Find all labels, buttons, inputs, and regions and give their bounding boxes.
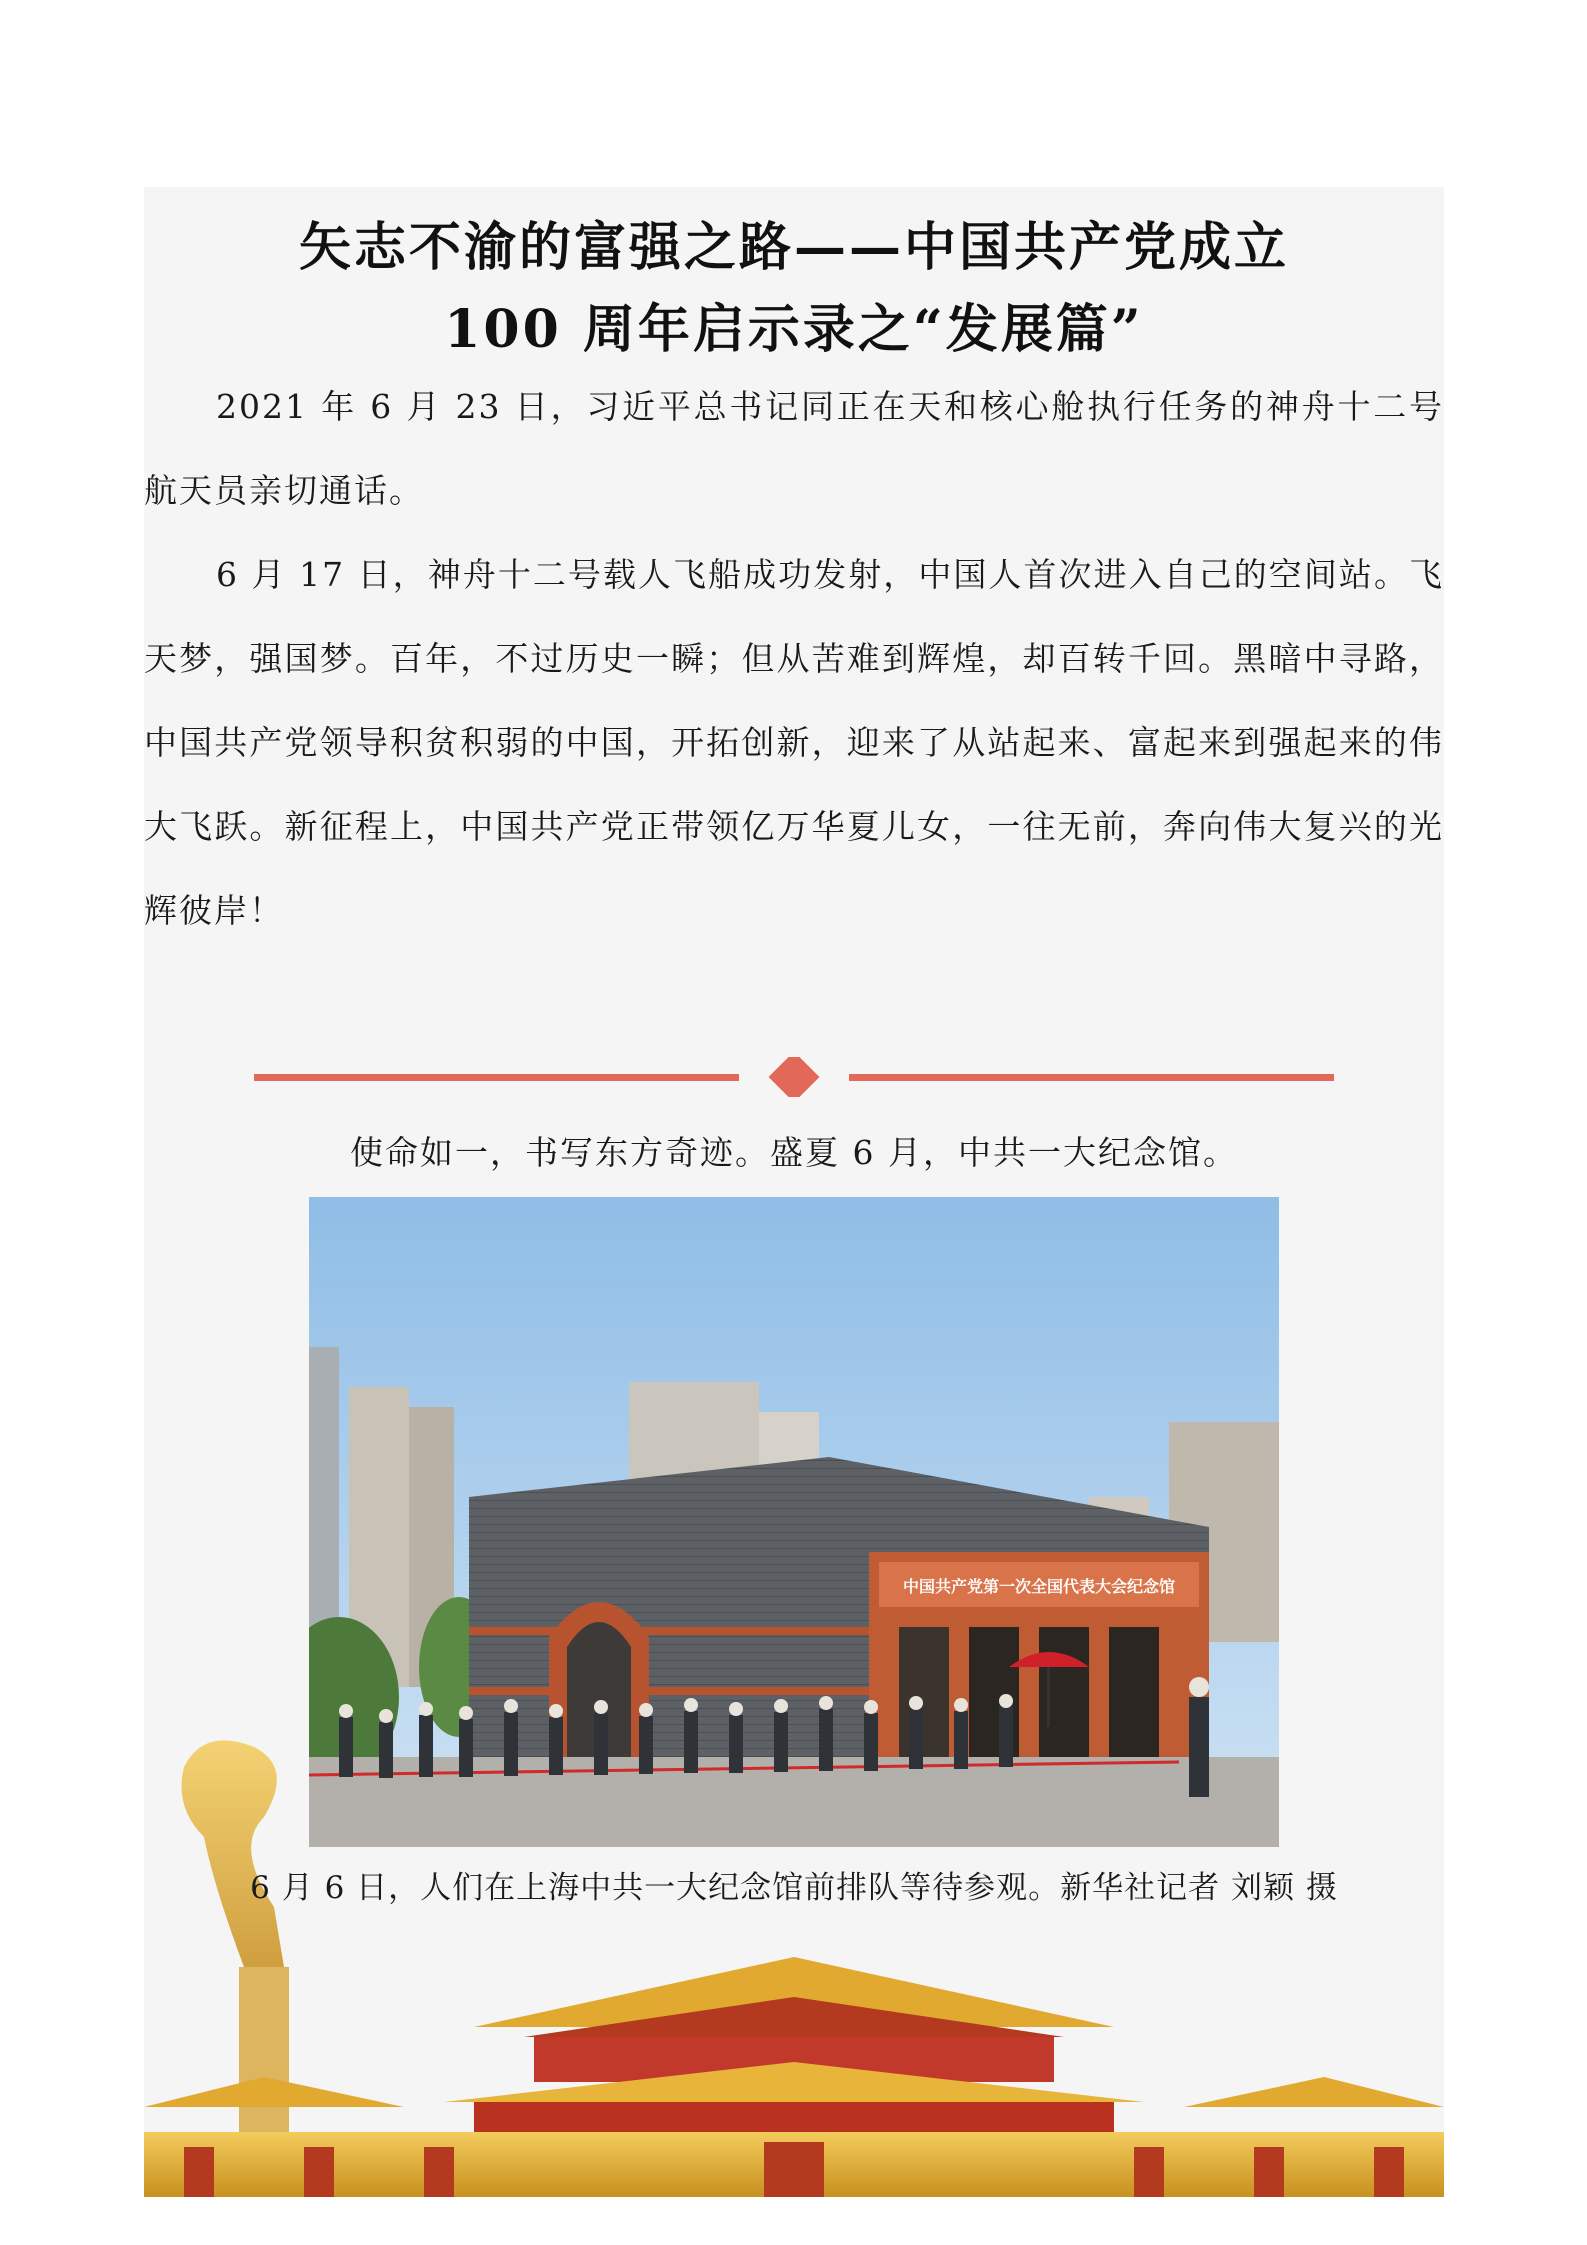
paragraph-2: 6 月 17 日，神舟十二号载人飞船成功发射，中国人首次进入自己的空间站。飞天梦，强国梦。百年，不过历史一瞬；但从苦难到辉煌，却百转千回。黑暗中寻路，中国共产党领导积贫积弱的中国，开拓创新，迎来了从站起来、富起来到强起来的伟大飞跃。新征程上，中国共产党正带领亿万华夏儿女，一往无前，奔向伟大复兴的光辉彼岸！ [144,555,1444,930]
divider-line-right [849,1074,1334,1081]
article-body [144,365,1444,953]
title-line-2: 100 周年启示录之“发展篇” [444,299,1144,360]
divider-diamond-icon [769,1057,820,1097]
tiananmen-decoration [144,1707,1444,2197]
building-sign: 中国共产党第一次全国代表大会纪念馆 [902,1577,1176,1596]
huabiao-pillar-icon [182,1740,285,1967]
document-page [144,187,1444,2197]
section-caption: 使命如一，书写东方奇迹。盛夏 6 月，中共一大纪念馆。 [350,1133,1238,1172]
divider-line-left [254,1074,739,1081]
paragraph-1: 2021 年 6 月 23 日，习近平总书记同正在天和核心舱执行任务的神舟十二号航天员亲切通话。 [144,387,1444,510]
photo-caption: 6 月 6 日，人们在上海中共一大纪念馆前排队等待参观。新华社记者 刘颖 摄 [250,1870,1338,1906]
title-line-1: 矢志不渝的富强之路——中国共产党成立 [298,217,1289,278]
section-divider [254,1057,1334,1097]
